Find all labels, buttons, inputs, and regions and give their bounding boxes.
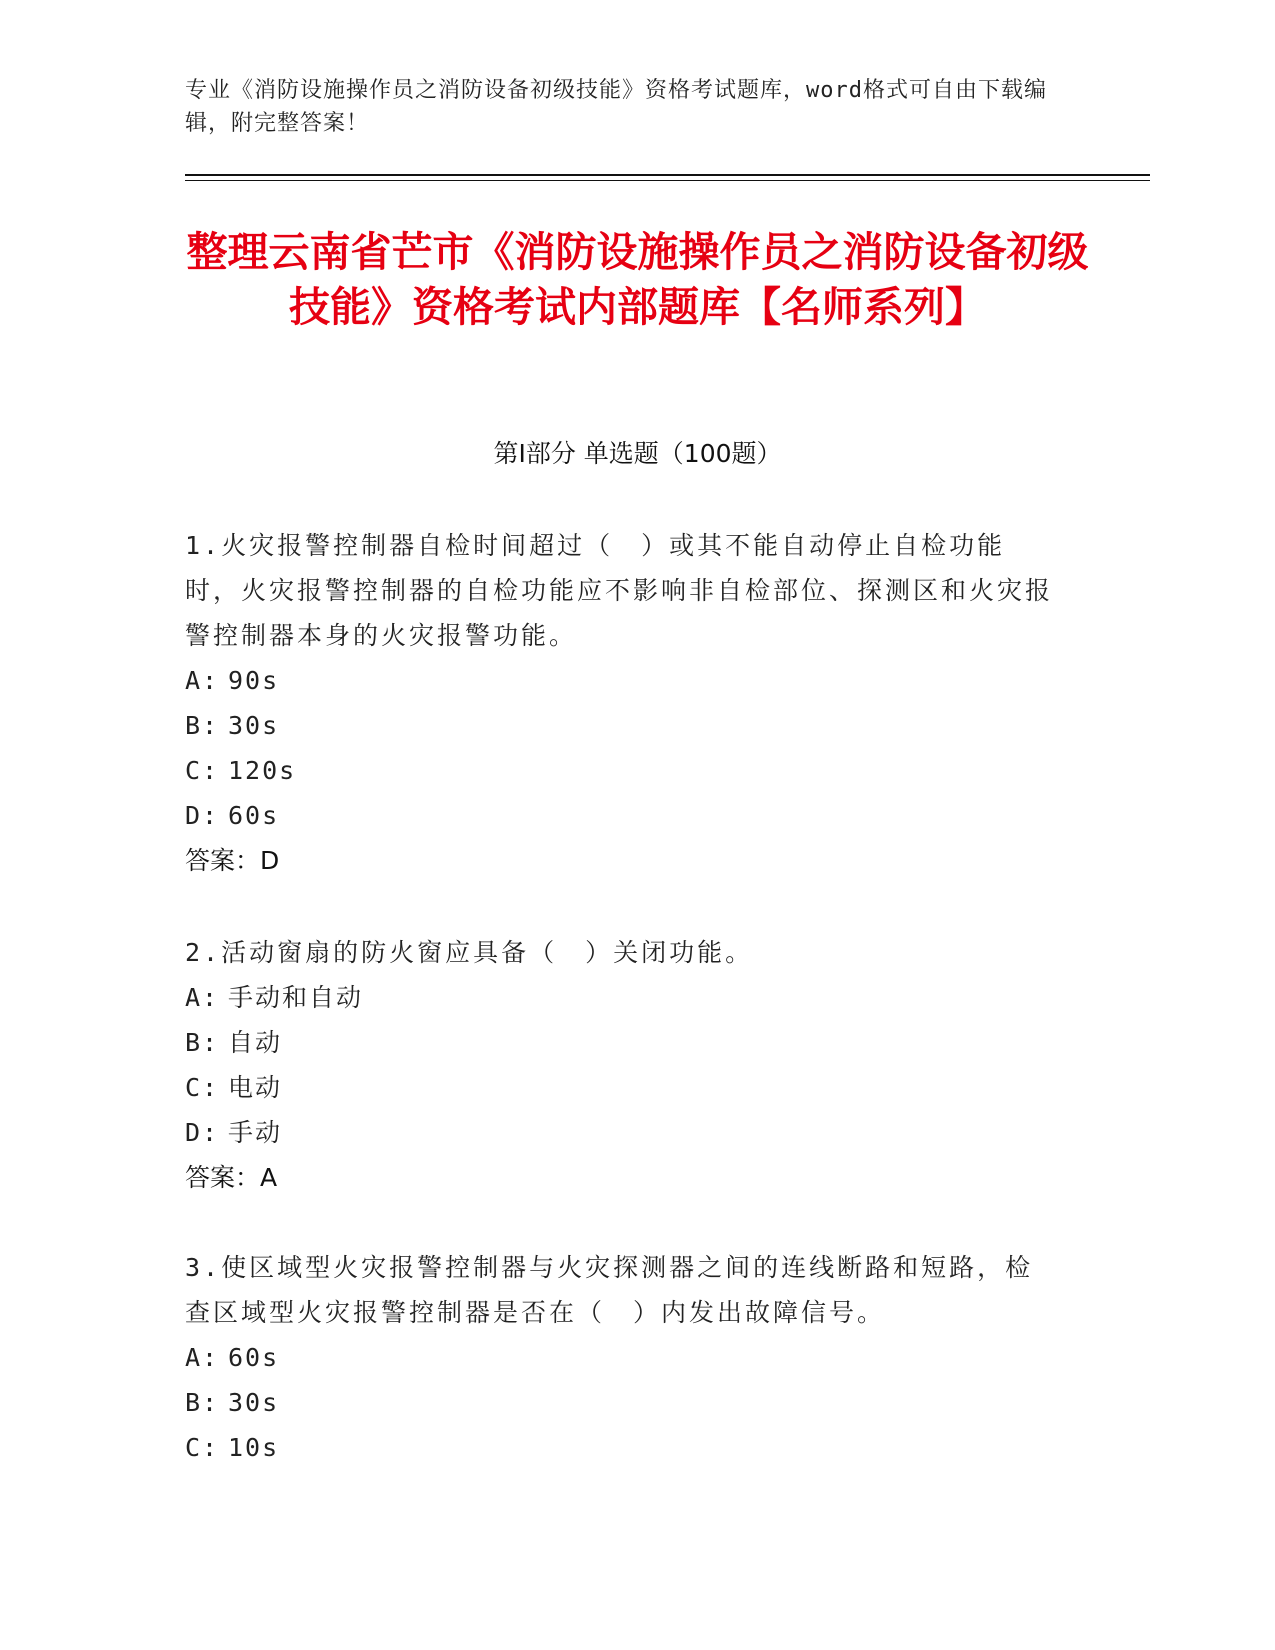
option-value: 60s (228, 1343, 280, 1372)
option-key: D: (185, 1118, 220, 1147)
option-b (185, 1380, 1055, 1425)
option-value: 30s (228, 1388, 280, 1417)
option-d (185, 1110, 1055, 1155)
option-key: C: (185, 1073, 220, 1102)
header-note: 专业《消防设施操作员之消防设备初级技能》资格考试题库，word格式可自由下载编辑，附完整答案！ (185, 78, 1047, 136)
option-value: 60s (228, 801, 280, 830)
header-divider-thick (185, 174, 1150, 176)
answer-line: 答案：D (185, 846, 280, 875)
option-key: B: (185, 1028, 220, 1057)
option-key: A: (185, 666, 220, 695)
header-divider-thin (185, 180, 1150, 181)
option-c (185, 1425, 1055, 1470)
answer-line: 答案：A (185, 1163, 278, 1192)
question-text: 1.火灾报警控制器自检时间超过（ ）或其不能自动停止自检功能时，火灾报警控制器的自检功能应不影响非自检部位、探测区和火灾报警控制器本身的火灾报警功能。 (185, 531, 1054, 650)
option-value: 电动 (228, 1073, 283, 1102)
option-key: C: (185, 756, 220, 785)
option-value: 30s (228, 711, 280, 740)
option-d (185, 793, 1055, 838)
option-key: B: (185, 711, 220, 740)
option-key: D: (185, 801, 220, 830)
question-item (185, 523, 1055, 883)
question-item (185, 1245, 1055, 1470)
option-key: C: (185, 1433, 220, 1462)
question-text: 3.使区域型火灾报警控制器与火灾探测器之间的连线断路和短路，检查区域型火灾报警控制器是否在（ ）内发出故障信号。 (185, 1253, 1034, 1327)
option-value: 10s (228, 1433, 280, 1462)
option-c (185, 1065, 1055, 1110)
section-heading: 第I部分 单选题（100题） (493, 439, 782, 468)
option-value: 120s (228, 756, 297, 785)
option-a (185, 658, 1055, 703)
option-value: 手动和自动 (228, 983, 364, 1012)
option-key: A: (185, 983, 220, 1012)
option-b (185, 1020, 1055, 1065)
option-value: 自动 (228, 1028, 283, 1057)
document-title: 整理云南省芒市《消防设施操作员之消防设备初级技能》资格考试内部题库【名师系列】 (186, 228, 1089, 331)
question-text: 2.活动窗扇的防火窗应具备（ ）关闭功能。 (185, 938, 754, 967)
option-b (185, 703, 1055, 748)
option-a (185, 975, 1055, 1020)
option-c (185, 748, 1055, 793)
option-value: 90s (228, 666, 280, 695)
option-value: 手动 (228, 1118, 283, 1147)
option-key: B: (185, 1388, 220, 1417)
option-key: A: (185, 1343, 220, 1372)
question-item (185, 930, 1055, 1200)
option-a (185, 1335, 1055, 1380)
